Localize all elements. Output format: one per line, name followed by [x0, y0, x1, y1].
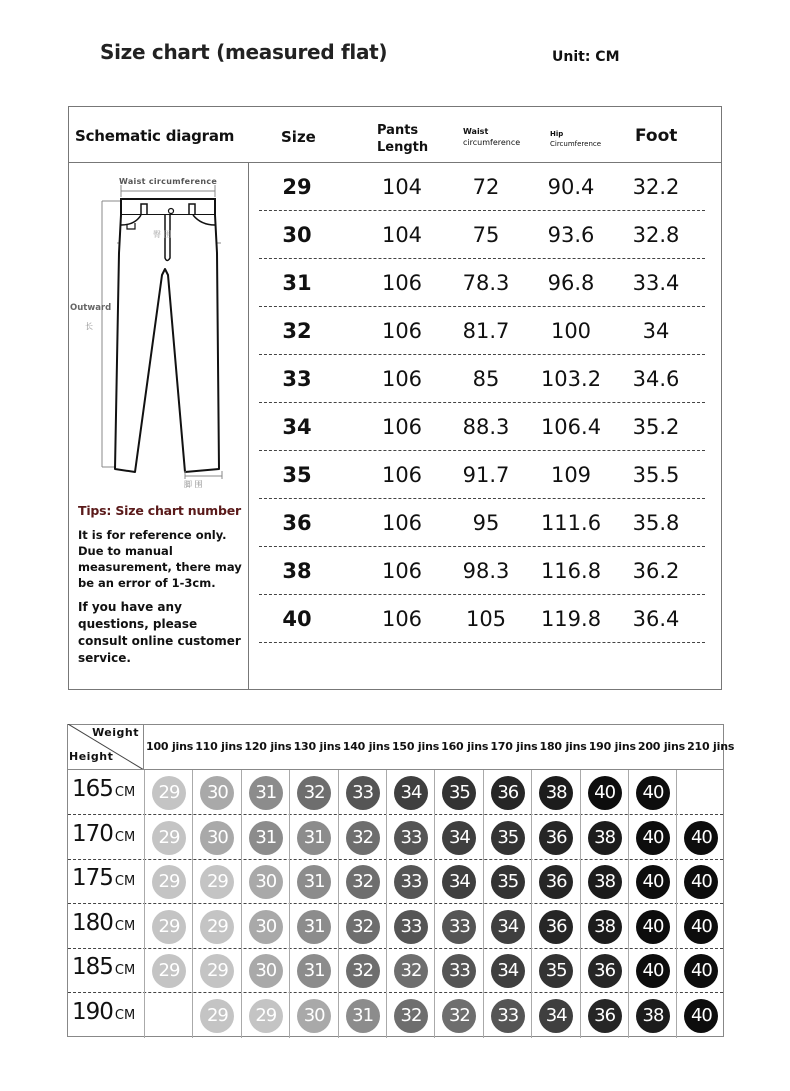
cell-foot: 35.5 [632, 463, 680, 487]
size-cell [676, 948, 725, 993]
size-cell [676, 859, 725, 904]
size-cell [531, 815, 580, 860]
size-cell [628, 770, 677, 815]
cell-length: 106 [381, 511, 423, 535]
height-label [72, 999, 144, 1025]
size-cell [192, 815, 241, 860]
header-pants-length [377, 122, 428, 156]
size-badge: 32 [442, 999, 476, 1033]
size-badge: 32 [394, 954, 428, 988]
cell-waist: 105 [465, 607, 507, 631]
size-badge: 34 [442, 821, 476, 855]
size-cell [144, 815, 193, 860]
cell-length: 106 [381, 559, 423, 583]
size-table-row [259, 163, 705, 211]
size-badge: 31 [297, 910, 331, 944]
size-table-row [259, 499, 705, 547]
cell-hip: 96.8 [547, 271, 595, 295]
size-cell [289, 904, 338, 949]
corner-height-label: Height [69, 750, 114, 763]
size-cell [289, 948, 338, 993]
size-badge: 33 [442, 954, 476, 988]
tips-contact-text: If you have any questions, please consult online customer service. [78, 600, 241, 665]
cell-hip: 103.2 [540, 367, 602, 391]
size-cell [338, 815, 387, 860]
weight-header: 110 jins [195, 740, 243, 753]
size-badge: 29 [152, 821, 186, 855]
cell-hip: 93.6 [547, 223, 595, 247]
weight-header: 170 jins [490, 740, 538, 753]
size-cell [580, 904, 629, 949]
cell-size: 32 [282, 319, 312, 343]
size-table-row [259, 595, 705, 643]
height-unit: CM [114, 874, 136, 889]
cell-length: 106 [381, 319, 423, 343]
size-cell [386, 770, 435, 815]
header-hip [550, 129, 601, 149]
size-badge: 29 [200, 910, 234, 944]
header-foot: Foot [635, 126, 678, 146]
cell-size: 34 [282, 415, 312, 439]
size-badge: 33 [394, 865, 428, 899]
height-row [68, 859, 723, 904]
size-cell [580, 993, 629, 1038]
waist-circumference-label: Waist circumference [119, 177, 218, 186]
height-row [68, 948, 723, 993]
size-badge: 32 [346, 821, 380, 855]
size-badge: 35 [539, 954, 573, 988]
height-row [68, 904, 723, 949]
cell-hip: 119.8 [540, 607, 602, 631]
header-size: Size [281, 128, 316, 146]
cell-waist: 78.3 [462, 271, 510, 295]
cell-waist: 72 [472, 175, 500, 199]
size-cell [676, 904, 725, 949]
size-cell [434, 993, 483, 1038]
weight-header: 140 jins [342, 740, 390, 753]
size-cell [580, 770, 629, 815]
size-cell [434, 859, 483, 904]
height-row [68, 770, 723, 815]
cell-size: 35 [282, 463, 312, 487]
size-badge: 40 [636, 821, 670, 855]
size-badge: 31 [297, 821, 331, 855]
cell-size: 31 [282, 271, 312, 295]
cell-foot: 36.4 [632, 607, 680, 631]
size-cell [338, 948, 387, 993]
outward-label: Outward [70, 303, 112, 313]
height-value: 170 [72, 820, 113, 847]
cell-size: 33 [282, 367, 312, 391]
cell-hip: 90.4 [547, 175, 595, 199]
size-badge: 40 [636, 776, 670, 810]
size-cell [241, 770, 290, 815]
header-waist [463, 126, 520, 148]
cell-waist: 98.3 [462, 559, 510, 583]
size-badge: 33 [346, 776, 380, 810]
tips-title: Tips: Size chart number [78, 503, 241, 518]
cell-foot: 32.2 [632, 175, 680, 199]
size-badge: 32 [346, 954, 380, 988]
size-cell [531, 770, 580, 815]
pants-diagram [69, 163, 249, 493]
size-cell [386, 948, 435, 993]
weight-header: 120 jins [244, 740, 292, 753]
size-rows [259, 163, 705, 643]
size-badge: 32 [346, 910, 380, 944]
size-badge: 40 [684, 865, 718, 899]
size-badge: 36 [539, 910, 573, 944]
size-cell [144, 859, 193, 904]
size-table-row [259, 211, 705, 259]
cell-foot: 32.8 [632, 223, 680, 247]
size-cell [386, 815, 435, 860]
size-badge: 40 [636, 954, 670, 988]
size-badge: 30 [297, 999, 331, 1033]
size-cell [531, 859, 580, 904]
size-cell [192, 948, 241, 993]
header-schematic: Schematic diagram [75, 127, 235, 145]
cell-waist: 85 [472, 367, 500, 391]
size-cell [192, 859, 241, 904]
size-table-row [259, 307, 705, 355]
height-unit: CM [114, 1007, 136, 1023]
cell-hip: 116.8 [540, 559, 602, 583]
size-badge: 40 [684, 999, 718, 1033]
page-title: Size chart (measured flat) [100, 40, 388, 64]
weight-header: 210 jins [687, 740, 735, 753]
cell-foot: 36.2 [632, 559, 680, 583]
size-cell [192, 904, 241, 949]
size-badge: 35 [491, 865, 525, 899]
size-cell [241, 815, 290, 860]
foot-label: 脚 围 [184, 480, 203, 489]
size-badge: 40 [684, 821, 718, 855]
size-cell [580, 859, 629, 904]
size-badge: 29 [152, 865, 186, 899]
size-cell [144, 770, 193, 815]
size-badge: 36 [491, 776, 525, 810]
size-badge: 33 [394, 821, 428, 855]
size-badge: 40 [636, 910, 670, 944]
size-badge: 38 [588, 821, 622, 855]
size-cell [483, 859, 532, 904]
cell-waist: 75 [472, 223, 500, 247]
weight-headers [146, 740, 736, 753]
cell-length: 106 [381, 607, 423, 631]
cell-waist: 91.7 [462, 463, 510, 487]
size-badge: 34 [442, 865, 476, 899]
cell-length: 104 [381, 175, 423, 199]
cell-length: 106 [381, 367, 423, 391]
height-value: 190 [72, 998, 113, 1025]
size-badge: 30 [200, 821, 234, 855]
height-label [72, 776, 144, 802]
size-cell [338, 859, 387, 904]
size-badge: 38 [588, 910, 622, 944]
size-badge: 30 [249, 954, 283, 988]
size-cell [628, 993, 677, 1038]
size-badge: 40 [684, 954, 718, 988]
size-badge: 30 [249, 865, 283, 899]
size-cell [192, 770, 241, 815]
size-cell [289, 770, 338, 815]
cell-hip: 111.6 [540, 511, 602, 535]
size-badge: 29 [200, 954, 234, 988]
weight-header: 100 jins [146, 740, 194, 753]
size-cell [434, 904, 483, 949]
size-cell [144, 904, 193, 949]
height-unit: CM [114, 829, 136, 845]
size-table-row [259, 403, 705, 451]
size-badge: 31 [249, 821, 283, 855]
height-row [68, 993, 723, 1038]
size-badge: 40 [684, 910, 718, 944]
height-label [72, 821, 144, 847]
size-badge: 33 [491, 999, 525, 1033]
cell-length: 106 [381, 271, 423, 295]
cell-hip: 106.4 [540, 415, 602, 439]
weight-header: 200 jins [637, 740, 685, 753]
size-badge: 34 [394, 776, 428, 810]
height-label [72, 954, 144, 980]
size-cell [483, 993, 532, 1038]
size-cell [531, 948, 580, 993]
weight-header: 180 jins [539, 740, 587, 753]
size-cell [580, 815, 629, 860]
size-cell [483, 815, 532, 860]
size-badge: 36 [539, 865, 573, 899]
height-value: 185 [72, 954, 113, 980]
hip-label: 臀 围 [153, 230, 172, 239]
cell-size: 36 [282, 511, 312, 535]
size-badge: 38 [636, 999, 670, 1033]
size-cell [386, 859, 435, 904]
size-badge: 38 [539, 776, 573, 810]
size-cell [483, 904, 532, 949]
size-badge: 36 [539, 821, 573, 855]
size-table-row [259, 355, 705, 403]
header-pants-length-line1: Pants [377, 123, 419, 138]
size-cell [483, 948, 532, 993]
size-cell [289, 815, 338, 860]
size-badge: 30 [200, 776, 234, 810]
size-badge: 33 [442, 910, 476, 944]
size-cell [531, 993, 580, 1038]
size-cell [386, 904, 435, 949]
size-cell [628, 859, 677, 904]
size-cell [338, 993, 387, 1038]
size-cell [434, 770, 483, 815]
grid-header [68, 724, 735, 770]
size-badge: 35 [442, 776, 476, 810]
size-cell [192, 993, 241, 1038]
header-waist-line2: circumference [463, 138, 521, 147]
size-cell [434, 948, 483, 993]
header-hip-line1: Hip [550, 130, 564, 138]
schematic-column [69, 163, 249, 689]
size-badge: 29 [152, 776, 186, 810]
weight-header: 130 jins [293, 740, 341, 753]
unit-label: Unit: CM [552, 49, 620, 65]
size-recommendation-grid [67, 724, 735, 1037]
weight-header: 160 jins [441, 740, 489, 753]
size-badge: 31 [297, 865, 331, 899]
size-cell [628, 815, 677, 860]
size-cell [338, 904, 387, 949]
cell-hip: 109 [550, 463, 592, 487]
size-cell [289, 859, 338, 904]
size-badge: 34 [491, 910, 525, 944]
size-badge: 32 [394, 999, 428, 1033]
size-table-header [69, 107, 721, 163]
size-cell [289, 993, 338, 1038]
size-badge: 32 [346, 865, 380, 899]
tips-reference-text: It is for reference only. Due to manual measurement, there may be an error of 1-3cm. [78, 528, 242, 590]
weight-header: 150 jins [391, 740, 440, 753]
size-badge: 33 [394, 910, 428, 944]
size-table-row [259, 547, 705, 595]
size-badge: 30 [249, 910, 283, 944]
cell-length: 106 [381, 463, 423, 487]
size-badge: 31 [249, 776, 283, 810]
tips-block [78, 503, 248, 667]
height-value: 165 [72, 776, 113, 802]
size-badge: 36 [588, 999, 622, 1033]
height-value: 180 [72, 909, 113, 936]
size-cell [531, 904, 580, 949]
cell-waist: 88.3 [462, 415, 510, 439]
header-hip-line2: Circumference [550, 140, 602, 148]
size-table-row [259, 451, 705, 499]
corner-weight-label: Weight [92, 726, 139, 739]
grid-corner [68, 724, 144, 770]
size-badge: 38 [588, 865, 622, 899]
cell-foot: 35.2 [632, 415, 680, 439]
height-unit: CM [114, 785, 136, 800]
cell-foot: 34.6 [632, 367, 680, 391]
size-badge: 40 [588, 776, 622, 810]
size-badge: 31 [297, 954, 331, 988]
size-cell [241, 948, 290, 993]
size-cell [144, 948, 193, 993]
size-cell [580, 948, 629, 993]
pants-outline-icon [69, 163, 249, 493]
cell-size: 38 [282, 559, 312, 583]
size-badge: 35 [491, 821, 525, 855]
height-row [68, 815, 723, 860]
size-badge: 32 [297, 776, 331, 810]
height-label [72, 910, 144, 936]
size-badge: 29 [152, 954, 186, 988]
size-badge: 29 [249, 999, 283, 1033]
height-unit: CM [114, 918, 136, 934]
size-table [68, 106, 722, 690]
size-cell [434, 815, 483, 860]
height-value: 175 [72, 865, 113, 891]
size-cell [241, 904, 290, 949]
cell-foot: 35.8 [632, 511, 680, 535]
cell-foot: 33.4 [632, 271, 680, 295]
cell-size: 30 [282, 223, 312, 247]
cell-size: 29 [282, 175, 312, 199]
size-cell [241, 859, 290, 904]
height-unit: CM [114, 963, 136, 978]
size-cell [628, 904, 677, 949]
cell-waist: 81.7 [462, 319, 510, 343]
cell-hip: 100 [550, 319, 592, 343]
height-label [72, 865, 144, 891]
header-pants-length-line2: Length [377, 140, 429, 155]
size-badge: 29 [200, 999, 234, 1033]
size-cell [338, 770, 387, 815]
size-badge: 34 [491, 954, 525, 988]
size-badge: 40 [636, 865, 670, 899]
size-cell [676, 770, 725, 815]
size-cell [676, 993, 725, 1038]
size-cell [386, 993, 435, 1038]
weight-header: 190 jins [588, 740, 636, 753]
size-badge: 29 [200, 865, 234, 899]
header-waist-line1: Waist [463, 127, 489, 136]
size-badge: 31 [346, 999, 380, 1033]
size-badge: 36 [588, 954, 622, 988]
cell-waist: 95 [472, 511, 500, 535]
size-table-row [259, 259, 705, 307]
size-cell [144, 993, 193, 1038]
cell-foot: 34 [642, 319, 670, 343]
size-cell [628, 948, 677, 993]
size-cell [676, 815, 725, 860]
size-cell [483, 770, 532, 815]
cell-length: 106 [381, 415, 423, 439]
outward-sub-label: 长 [85, 322, 93, 331]
cell-length: 104 [381, 223, 423, 247]
cell-size: 40 [282, 607, 312, 631]
size-cell [241, 993, 290, 1038]
size-badge: 29 [152, 910, 186, 944]
size-badge: 34 [539, 999, 573, 1033]
